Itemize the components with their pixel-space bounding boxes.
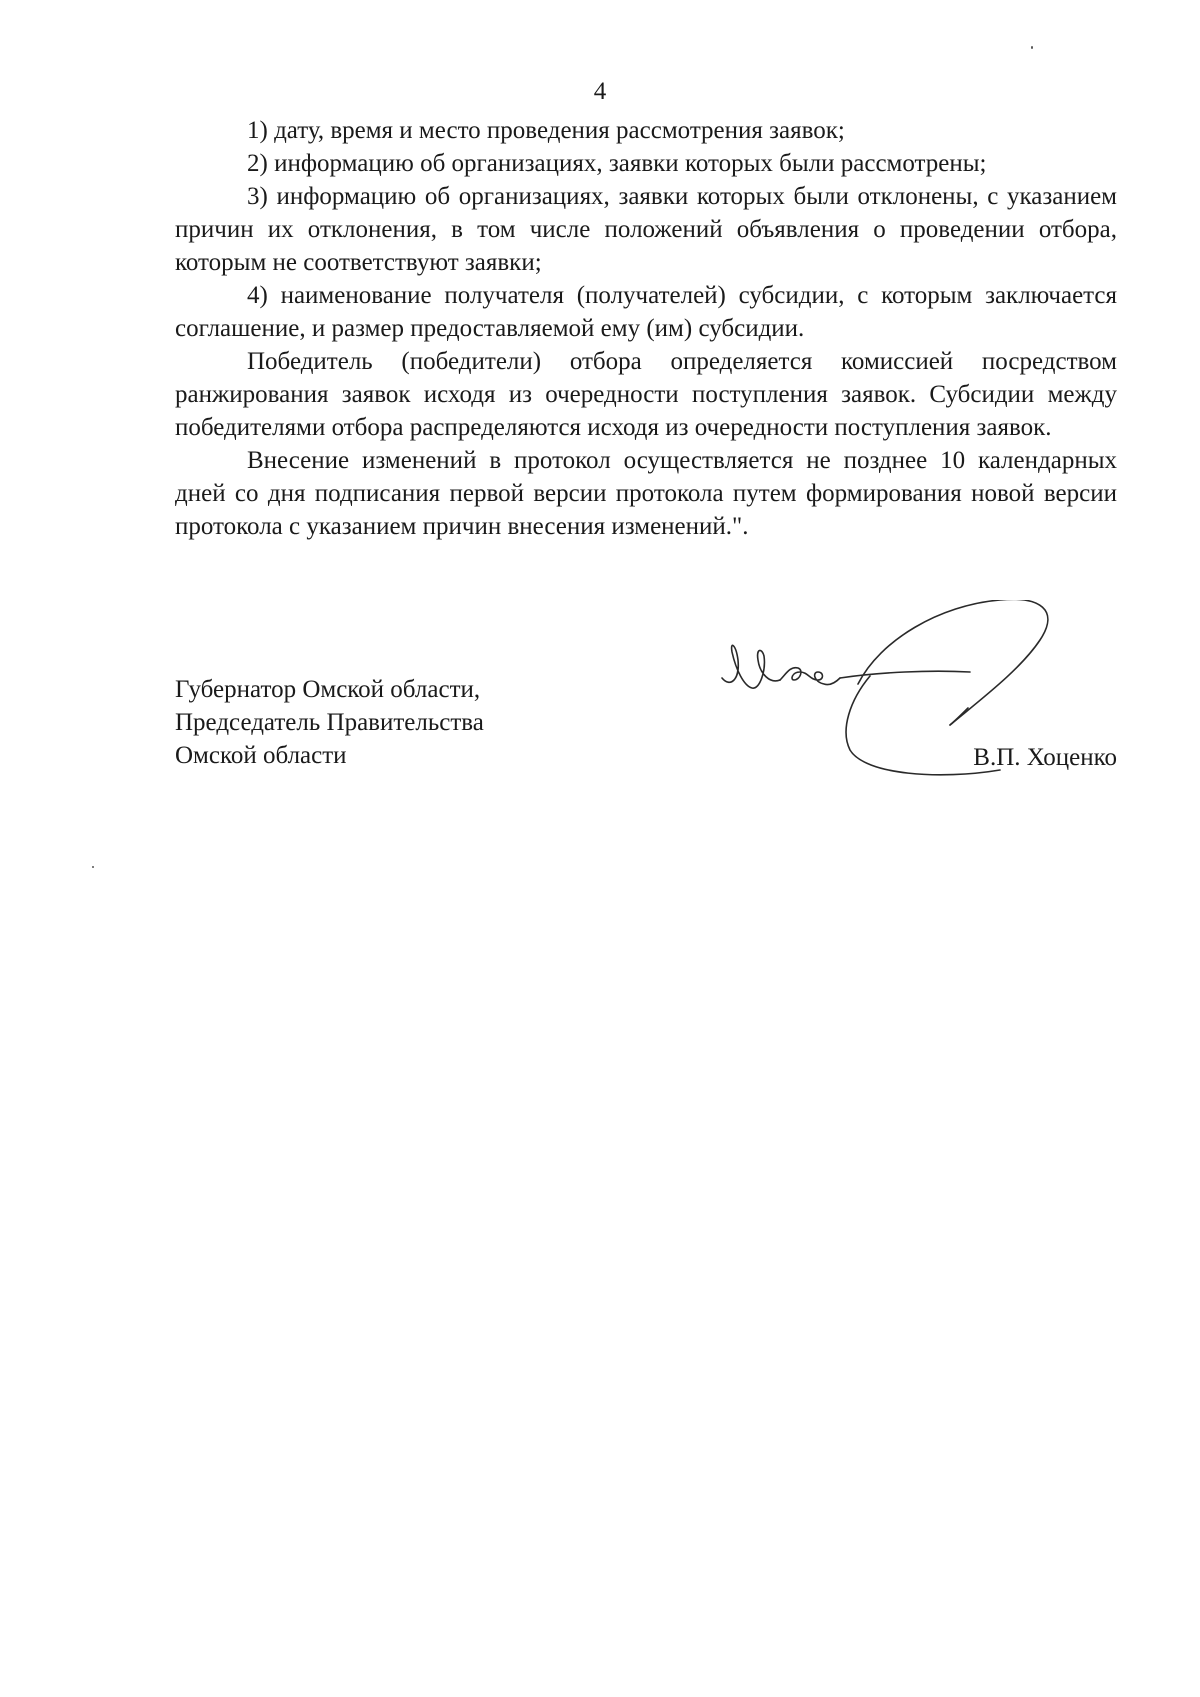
paragraph-item-2: 2) информацию об организациях, заявки которых были рассмотрены; — [247, 150, 987, 177]
scan-speck — [1031, 46, 1033, 49]
paragraph-item-3: 3) информацию об организациях, заявки которых были отклонены, с указанием причин их отклонения, в том числе положений объявления о проведении отбора, которым не соответствуют заявки; — [175, 183, 1117, 276]
signatory-name: В.П. Хоценко — [973, 744, 1117, 771]
paragraph-winner: Победитель (победители) отбора определяется комиссией посредством ранжирования заявок исходя из очередности поступления заявок. Субсидии между победителями отбора распределяются исходя из очередности поступления заявок. — [175, 348, 1117, 441]
paragraph-amendments: Внесение изменений в протокол осуществляется не позднее 10 календарных дней со дня подписания первой версии протокола путем формирования новой версии протокола с указанием причин внесения изменений.". — [175, 447, 1117, 540]
signatory-position — [175, 673, 484, 772]
page-number: 4 — [593, 78, 607, 105]
scan-speck — [92, 866, 94, 868]
signatory-position-line: Председатель Правительства — [175, 709, 484, 736]
paragraph-item-1: 1) дату, время и место проведения рассмотрения заявок; — [247, 117, 845, 144]
signatory-position-line: Омской области — [175, 742, 347, 769]
document-body — [175, 114, 1117, 543]
signatory-position-line: Губернатор Омской области, — [175, 676, 481, 703]
handwritten-signature — [700, 600, 1100, 820]
paragraph-item-4: 4) наименование получателя (получателей) субсидии, с которым заключается соглашение, и размер предоставляемой ему (им) субсидии. — [175, 282, 1117, 342]
